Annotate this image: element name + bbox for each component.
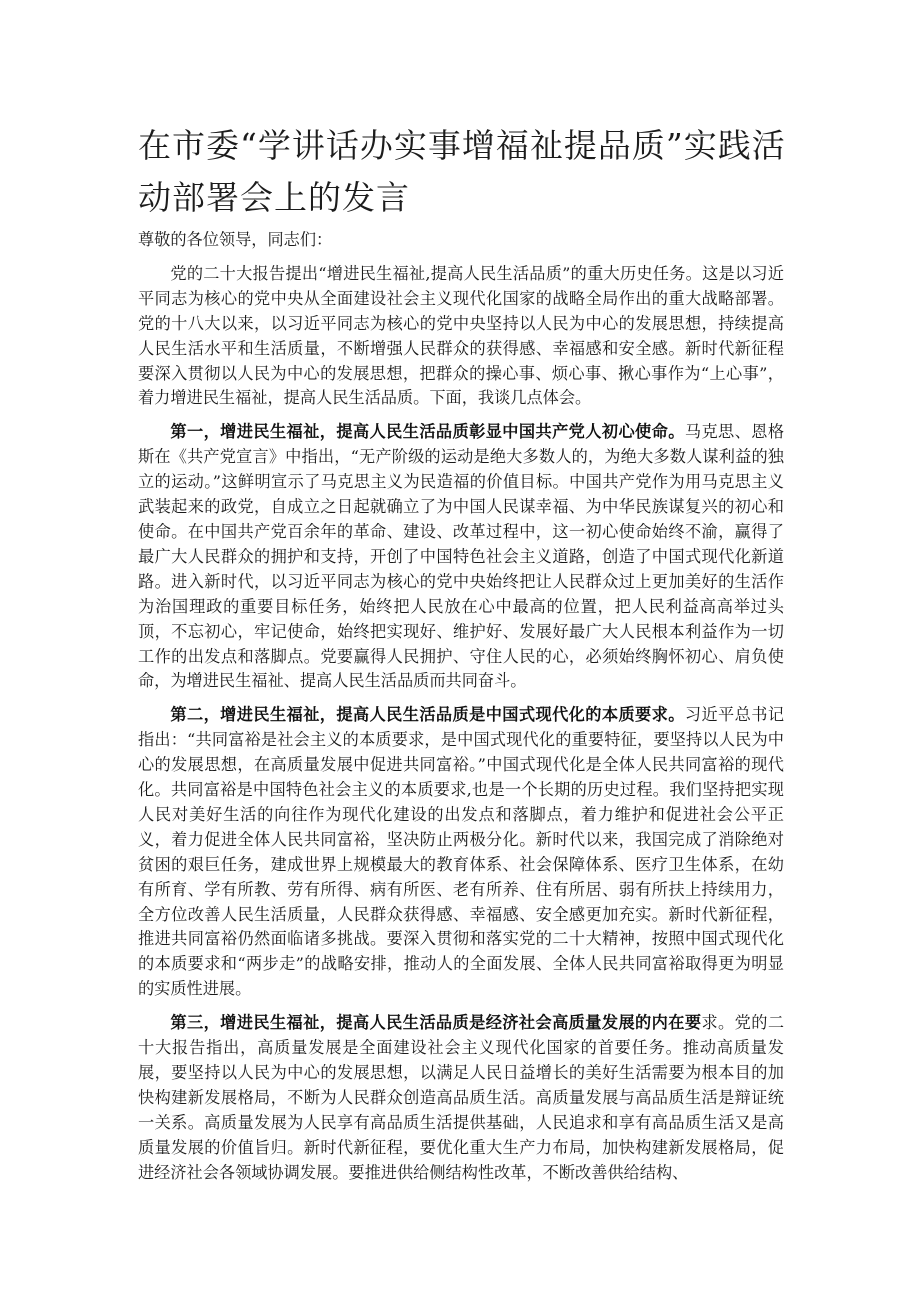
paragraph-text: 马克思、恩格斯在《共产党宣言》中指出，“无产阶级的运动是绝大多数人的，为绝大多数人谋利益的独立的运动。”这鲜明宣示了马克思主义为民造福的价值目标。中国共产党作为用马克思主义武装起来的政党，自成立之日起就确立了为中国人民谋幸福、为中华民族谋复兴的初心和使命。在中国共产党百余年的革命、建设、改革过程中，这一初心使命始终不渝，赢得了最广大人民群众的拥护和支持，开创了中国特色社会主义道路，创造了中国式现代化新道路。进入新时代，以习近平同志为核心的党中央始终把让人民群众过上更加美好的生活作为治国理政的重要目标任务，始终把人民放在心中最高的位置，把人民利益高高举过头顶，不忘初心，牢记使命，始终把实现好、维护好、发展好最广大人民根本利益作为一切工作的出发点和落脚点。党要赢得人民拥护、守住人民的心，必须始终胸怀初心、肩负使命，为增进民生福祉、提高人民生活品质而共同奋斗。 — [138, 422, 785, 691]
paragraph-point-1 — [138, 420, 784, 694]
paragraph-lead: 第二，增进民生福祉，提高人民生活品质是中国式现代化的本质要求。 — [170, 705, 685, 725]
paragraph-point-3 — [138, 1011, 784, 1185]
paragraph-lead: 第三，增进民生福祉，提高人民生活品质是经济社会高质量发展的内在要 — [170, 1013, 702, 1033]
salutation: 尊敬的各位领导，同志们： — [138, 230, 333, 249]
paragraph-lead: 第一，增进民生福祉，提高人民生活品质彰显中国共产党人初心使命。 — [170, 422, 685, 442]
paragraph-text: 党的二十大报告提出“增进民生福祉,提高人民生活品质”的重大历史任务。这是以习近平同志为核心的党中央从全面建设社会主义现代化国家的战略全局作出的重大战略部署。党的十八大以来，以习近平同志为核心的党中央坚持以人民为中心的发展思想，持续提高人民生活水平和生活质量，不断增强人民群众的获得感、幸福感和安全感。新时代新征程要深入贯彻以人民为中心的发展思想，把群众的操心事、烦心事、揪心事作为“上心事”，着力增进民生福祉，提高人民生活品质。下面，我谈几点体会。 — [138, 263, 784, 408]
document-body — [138, 228, 784, 1195]
paragraph-text: 求。党的二十大报告指出，高质量发展是全面建设社会主义现代化国家的首要任务。推动高质量发展，要坚持以人民为中心的发展思想，以满足人民日益增长的美好生活需要为根本目的加快构建新发展格局，不断为人民群众创造高品质生活。高质量发展与高品质生活是辩证统一关系。高质量发展为人民享有高品质生活提供基础，人民追求和享有高品质生活又是高质量发展的价值旨归。新时代新征程，要优化重大生产力布局，加快构建新发展格局，促进经济社会各领域协调发展。要推进供给侧结构性改革，不断改善供给结构、 — [138, 1013, 785, 1182]
paragraph-point-2 — [138, 703, 784, 1002]
document-title: 在市委“学讲话办实事增福祉提品质”实践活动部署会上的发言 — [138, 126, 786, 217]
paragraph-text: 习近平总书记指出：“共同富裕是社会主义的本质要求，是中国式现代化的重要特征，要坚持以人民为中心的发展思想，在高质量发展中促进共同富裕。”中国式现代化是全体人民共同富裕的现代化。共同富裕是中国特色社会主义的本质要求,也是一个长期的历史过程。我们坚持把实现人民对美好生活的向往作为现代化建设的出发点和落脚点，着力维护和促进社会公平正义，着力促进全体人民共同富裕，坚决防止两极分化。新时代以来，我国完成了消除绝对贫困的艰巨任务，建成世界上规模最大的教育体系、社会保障体系、医疗卫生体系，在幼有所育、学有所教、劳有所得、病有所医、老有所养、住有所居、弱有所扶上持续用力，全方位改善人民生活质量，人民群众获得感、幸福感、安全感更加充实。新时代新征程，推进共同富裕仍然面临诸多挑战。要深入贯彻和落实党的二十大精神，按照中国式现代化的本质要求和“两步走”的战略安排，推动人的全面发展、全体人民共同富裕取得更为明显的实质性进展。 — [138, 705, 785, 999]
paragraph-intro — [138, 262, 784, 411]
